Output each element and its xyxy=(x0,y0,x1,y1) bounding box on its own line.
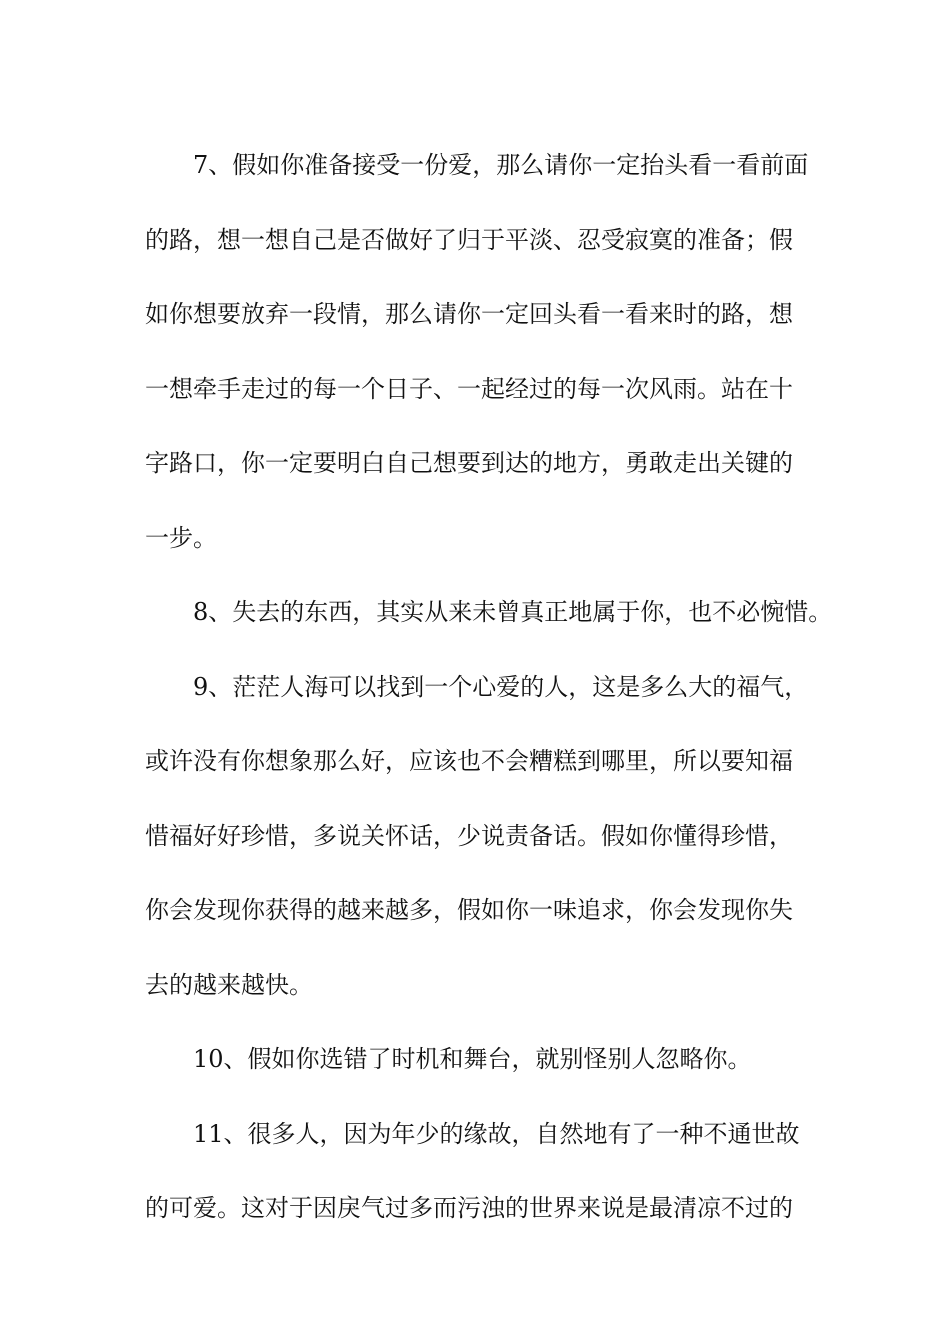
paragraph-line: 字路口，你一定要明白自己想要到达的地方，勇敢走出关键的 xyxy=(145,449,793,477)
paragraph-line: 去的越来越快。 xyxy=(145,970,313,999)
paragraph-line: 一步。 xyxy=(145,523,217,552)
paragraph-10 xyxy=(145,1022,810,1097)
paragraph-line: 你会发现你获得的越来越多，假如你一味追求，你会发现你失 xyxy=(145,896,793,924)
paragraph-line: 10、假如你选错了时机和舞台，就别怪别人忽略你。 xyxy=(193,1045,752,1073)
paragraph-line: 惜福好好珍惜，多说关怀话，少说责备话。假如你懂得珍惜， xyxy=(145,821,793,850)
paragraph-7 xyxy=(145,128,810,575)
paragraph-8 xyxy=(145,575,833,650)
paragraph-line: 如你想要放弃一段情，那么请你一定回头看一看来时的路，想 xyxy=(145,300,793,328)
document-body xyxy=(145,128,833,1246)
paragraph-line: 7、假如你准备接受一份爱，那么请你一定抬头看一看前面 xyxy=(193,151,809,179)
paragraph-line: 的路，想一想自己是否做好了归于平淡、忍受寂寞的准备；假 xyxy=(145,225,793,254)
paragraph-line: 的可爱。这对于因戾气过多而污浊的世界来说是最清凉不过的 xyxy=(145,1194,793,1222)
paragraph-line: 一想牵手走过的每一个日子、一起经过的每一次风雨。站在十 xyxy=(145,374,793,403)
paragraph-line: 11、很多人，因为年少的缘故，自然地有了一种不通世故 xyxy=(193,1119,800,1148)
paragraph-line: 或许没有你想象那么好，应该也不会糟糕到哪里，所以要知福 xyxy=(145,747,793,775)
paragraph-9 xyxy=(145,650,810,1023)
paragraph-line: 9、茫茫人海可以找到一个心爱的人，这是多么大的福气， xyxy=(193,672,809,701)
paragraph-11 xyxy=(145,1097,810,1246)
paragraph-line: 8、失去的东西，其实从来未曾真正地属于你，也不必惋惜。 xyxy=(193,598,833,626)
